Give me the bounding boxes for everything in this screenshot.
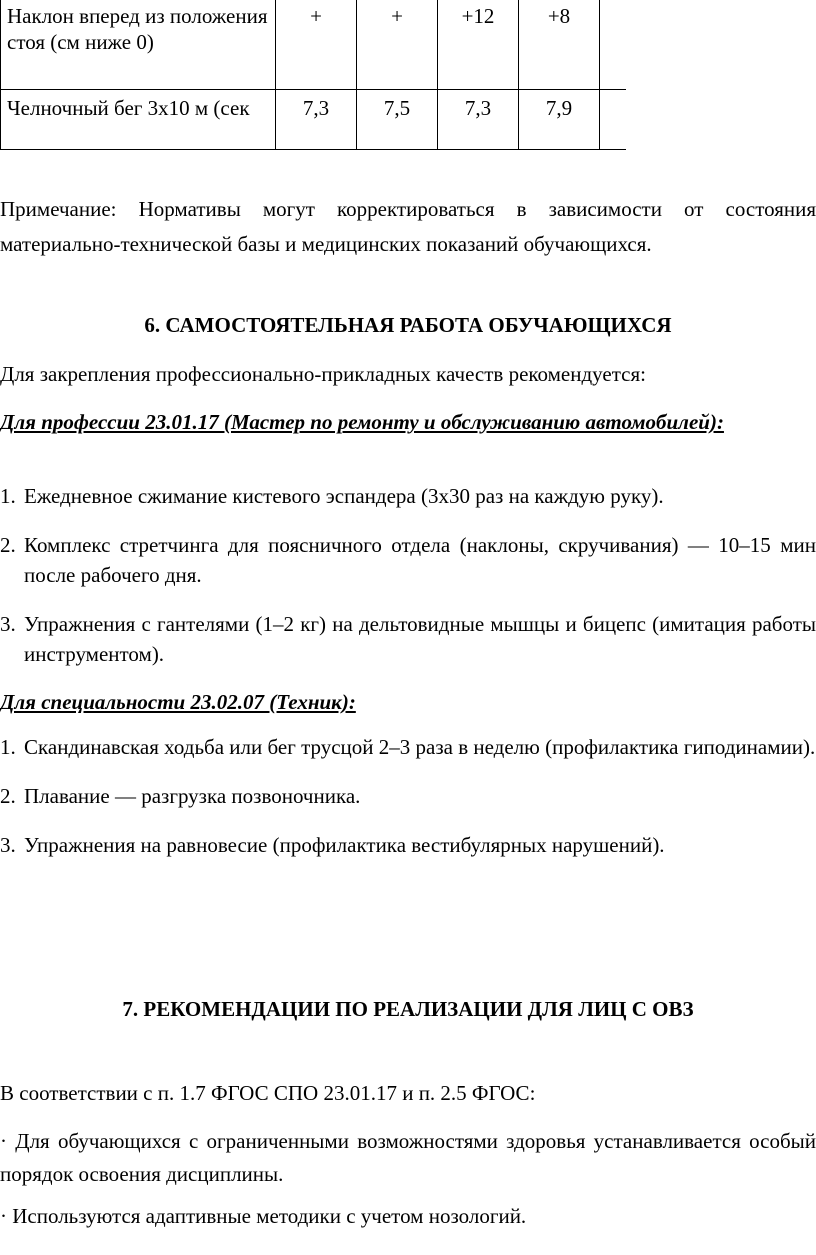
list-item bbox=[0, 481, 816, 511]
list-item-number: 1. bbox=[0, 735, 16, 759]
table-row bbox=[1, 90, 627, 150]
table-cell-cut bbox=[600, 90, 627, 150]
section-7-heading: 7. РЕКОМЕНДАЦИИ ПО РЕАЛИЗАЦИИ ДЛЯ ЛИЦ С ОВЗ bbox=[122, 997, 694, 1021]
list-item bbox=[0, 830, 816, 860]
section-7-intro: В соответствии с п. 1.7 ФГОС СПО 23.01.17 и п. 2.5 ФГОС: bbox=[0, 1081, 536, 1105]
section-7-bullet: · Используются адаптивные методики с учетом нозологий. bbox=[0, 1204, 527, 1228]
table-cell-exercise: Челночный бег 3х10 м (сек bbox=[1, 90, 276, 150]
table-cell-value: + bbox=[357, 0, 438, 90]
list-item-number: 1. bbox=[0, 484, 16, 508]
list-item bbox=[0, 609, 816, 669]
table-row bbox=[1, 0, 627, 90]
table-cell-value: + bbox=[276, 0, 357, 90]
table-cell-cut bbox=[600, 0, 627, 90]
note-paragraph: Примечание: Нормативы могут корректироваться в зависимости от состояния материально-технической базы и медицинских показаний обучающихся. bbox=[0, 197, 816, 256]
section-6-intro: Для закрепления профессионально-прикладных качеств рекомендуется: bbox=[0, 362, 646, 386]
list-item-number: 2. bbox=[0, 784, 16, 808]
section-7-bullet: · Для обучающихся с ограниченными возможностями здоровья устанавливается особый порядок освоения дисциплины. bbox=[0, 1129, 816, 1186]
list-item-text: Ежедневное сжимание кистевого эспандера (3х30 раз на каждую руку). bbox=[24, 484, 664, 508]
table-cell-value: 7,3 bbox=[276, 90, 357, 150]
list-item-number: 3. bbox=[0, 612, 16, 636]
list-item bbox=[0, 530, 816, 590]
table-cell-value: 7,9 bbox=[519, 90, 600, 150]
list-item-text: Плавание — разгрузка позвоночника. bbox=[24, 784, 361, 808]
list-item-number: 3. bbox=[0, 833, 16, 857]
table-cell-value: 7,5 bbox=[357, 90, 438, 150]
profession-title: Для профессии 23.01.17 (Мастер по ремонту и обслуживанию автомобилей): bbox=[0, 410, 724, 434]
section-6-heading: 6. САМОСТОЯТЕЛЬНАЯ РАБОТА ОБУЧАЮЩИХСЯ bbox=[144, 313, 672, 337]
list-item bbox=[0, 732, 816, 762]
specialty-exercise-list bbox=[0, 732, 816, 860]
table-cell-exercise: Наклон вперед из положения стоя (см ниже 0) bbox=[1, 0, 276, 90]
table-cell-value: 7,3 bbox=[438, 90, 519, 150]
table-cell-value: +12 bbox=[438, 0, 519, 90]
list-item-text: Упражнения с гантелями (1–2 кг) на дельтовидные мышцы и бицепс (имитация работы инструментом). bbox=[24, 612, 816, 666]
list-item-text: Скандинавская ходьба или бег трусцой 2–3 раза в неделю (профилактика гиподинамии). bbox=[24, 735, 816, 759]
list-item-text: Упражнения на равновесие (профилактика вестибулярных нарушений). bbox=[24, 833, 665, 857]
specialty-title: Для специальности 23.02.07 (Техник): bbox=[0, 690, 356, 714]
profession-exercise-list bbox=[0, 481, 816, 669]
list-item-text: Комплекс стретчинга для поясничного отдела (наклоны, скручивания) — 10–15 мин после рабочего дня. bbox=[24, 533, 816, 587]
table-cell-value: +8 bbox=[519, 0, 600, 90]
list-item-number: 2. bbox=[0, 533, 16, 557]
standards-table bbox=[0, 0, 626, 150]
list-item bbox=[0, 781, 816, 811]
